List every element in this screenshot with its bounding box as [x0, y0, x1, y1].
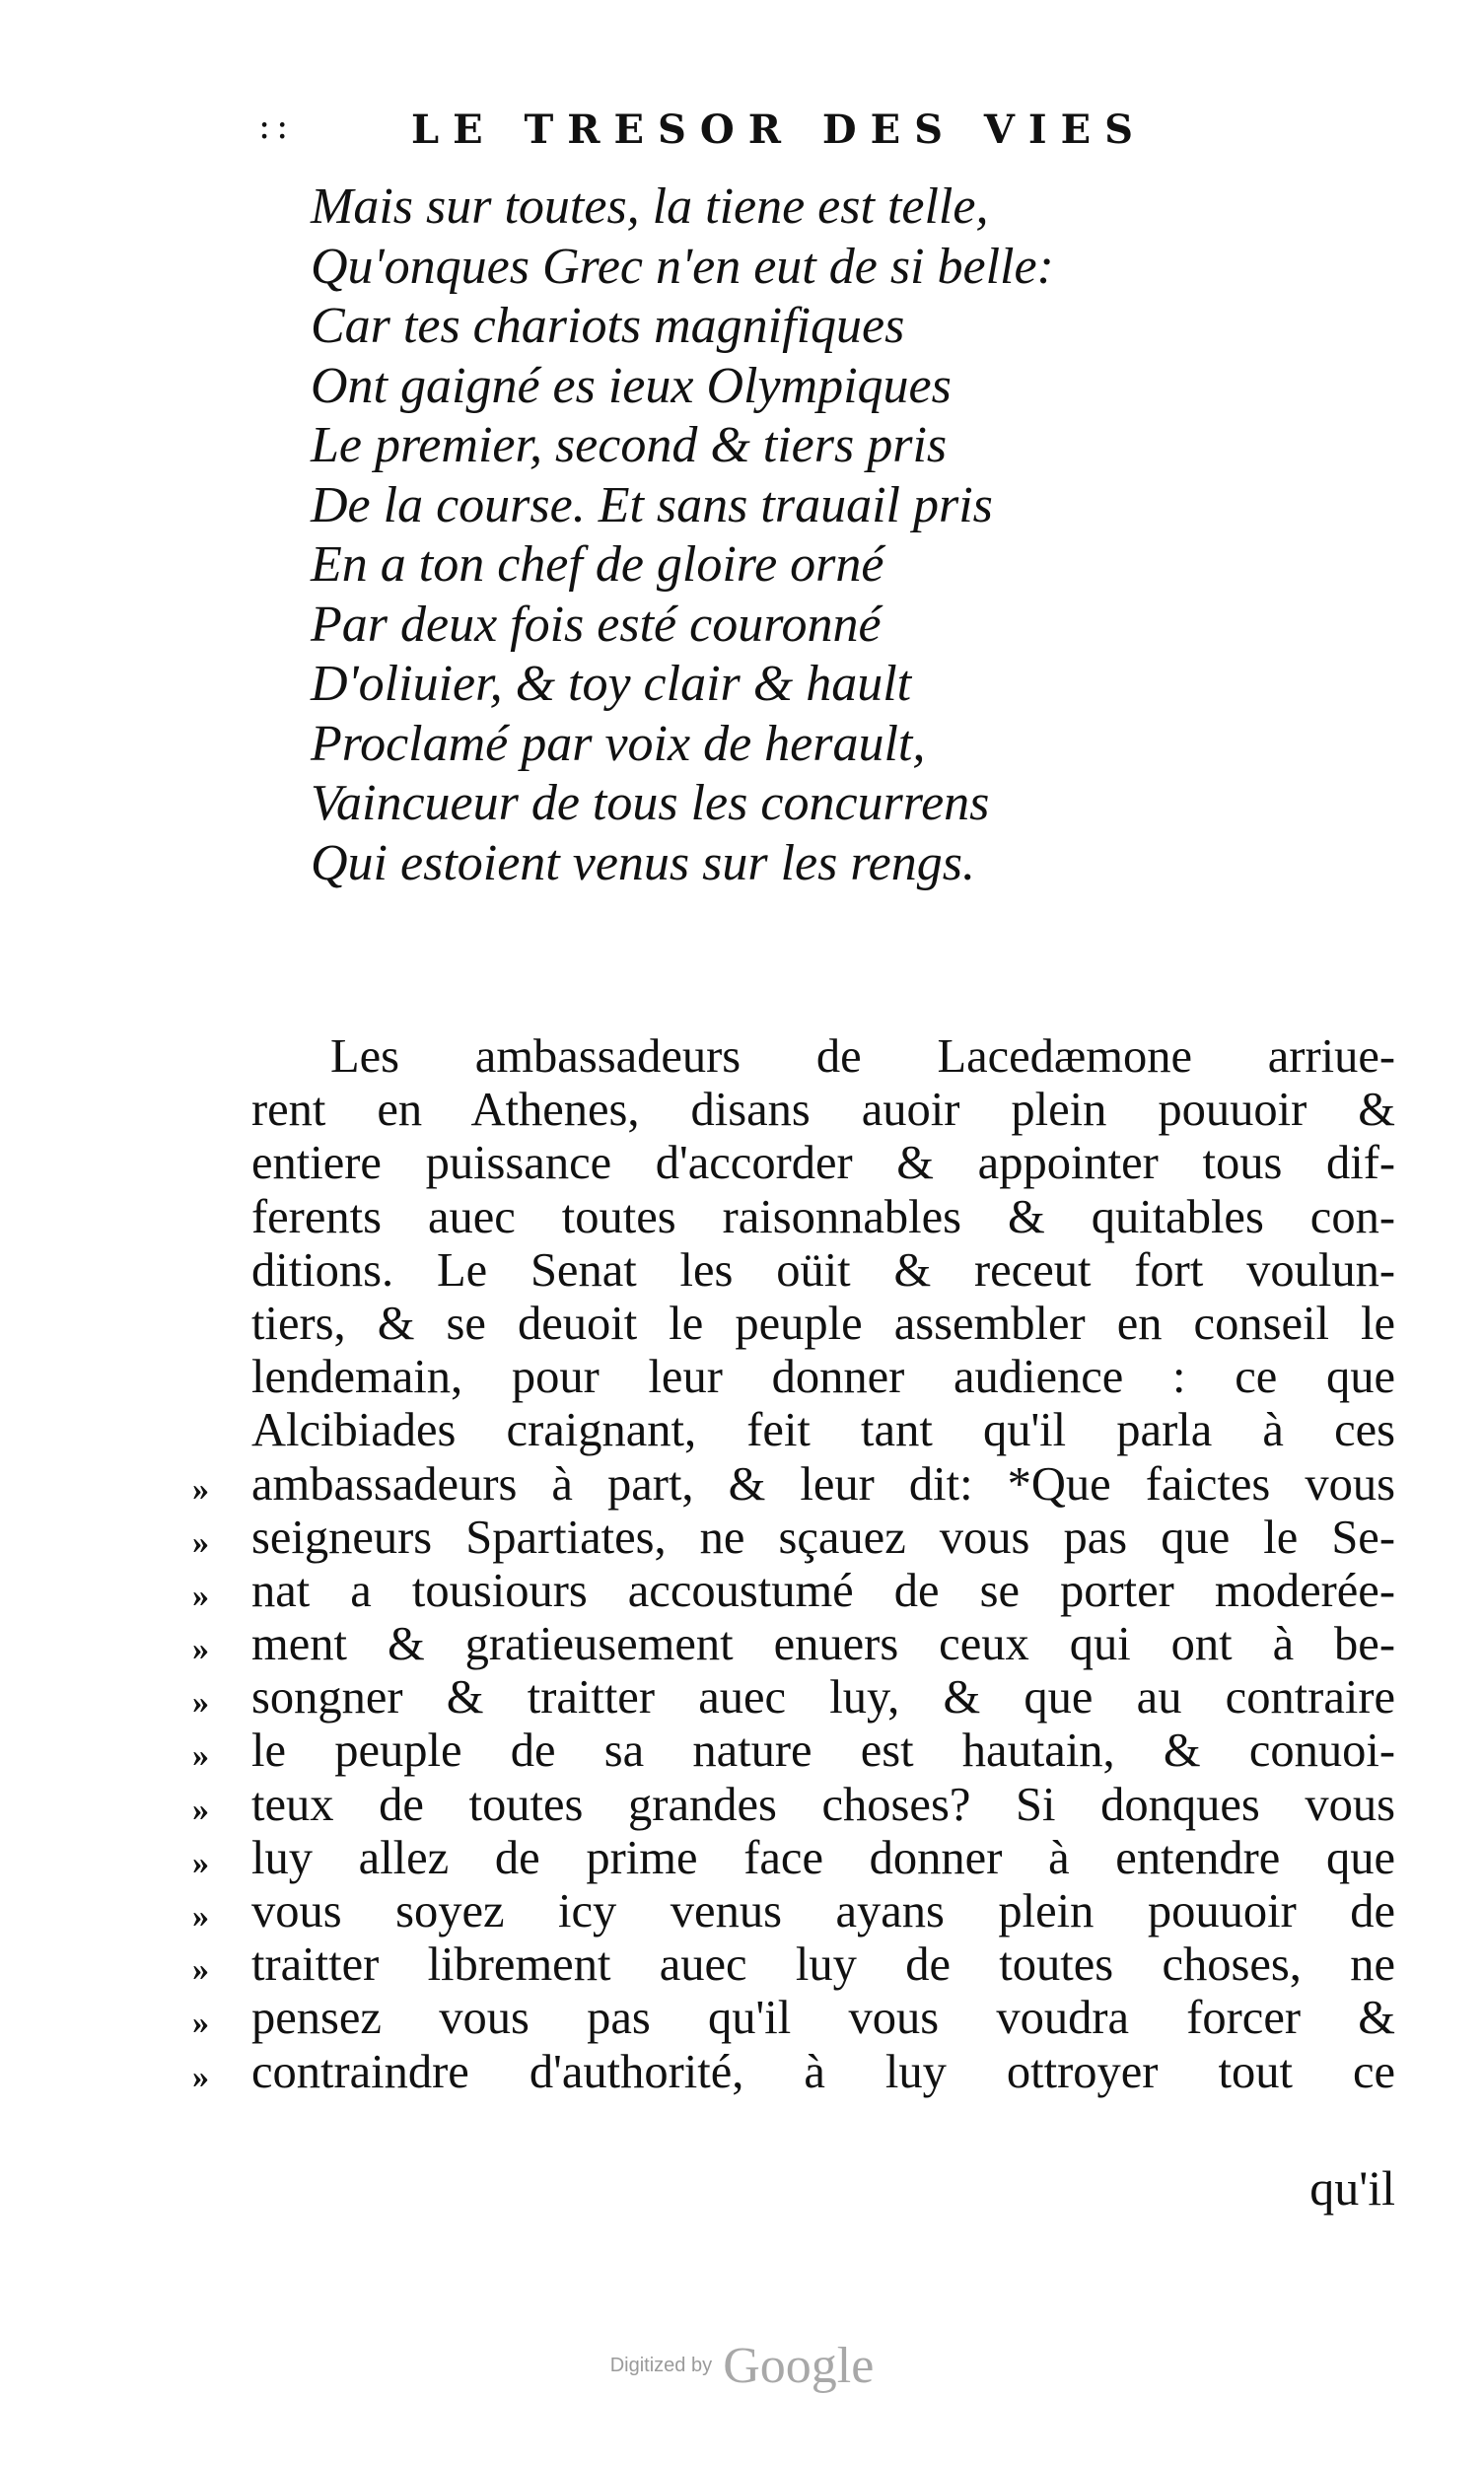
prose-line [192, 1511, 1395, 1565]
prose-line-text: ment & gratieusement enuers ceux qui ont à be- [251, 1618, 1395, 1671]
prose-line-text: ambassadeurs à part, & leur dit: *Que faictes vous [251, 1457, 1395, 1511]
quote-mark: » [192, 1631, 211, 1668]
prose-line [192, 1564, 1395, 1618]
prose-line-text: entiere puissance d'accorder & appointer tous dif- [251, 1137, 1395, 1190]
google-wordmark: Google [723, 2338, 875, 2394]
quote-mark: » [192, 1951, 211, 1989]
prose-line [251, 1298, 1395, 1351]
prose-line [251, 1191, 1395, 1244]
prose-line [192, 1725, 1395, 1778]
catchword: qu'il [1309, 2160, 1395, 2216]
prose-line-text: tiers, & se deuoit le peuple assembler en conseil le [251, 1297, 1395, 1350]
quote-mark: » [192, 1684, 211, 1722]
prose-line-text: Alcibiades craignant, feit tant qu'il parla à ces [251, 1404, 1395, 1457]
prose-line-text: teux de toutes grandes choses? Si donques vous [251, 1778, 1395, 1831]
prose-line [192, 1938, 1395, 1992]
verse-line: Qui estoient venus sur les rengs. [311, 834, 975, 891]
quote-mark: » [192, 1737, 211, 1775]
verse-line: Vaincueur de tous les concurrens [311, 775, 990, 831]
prose-line [192, 1618, 1395, 1671]
prose-line-text: ditions. Le Senat les oüit & receut fort voulun- [251, 1243, 1395, 1297]
prose-block [192, 1030, 1395, 2099]
prose-line [251, 1351, 1395, 1404]
prose-line-text: vous soyez icy venus ayans plein pouuoir de [251, 1885, 1395, 1937]
quote-mark: » [192, 1791, 211, 1828]
prose-line [192, 1831, 1395, 1885]
prose-line-text: contraindre d'authorité, à luy ottroyer tout ce [251, 2045, 1395, 2098]
prose-line-text: Les ambassadeurs de Lacedæmone arriue- [330, 1030, 1395, 1083]
prose-line [192, 1992, 1395, 2045]
prose-line [251, 1137, 1395, 1190]
verse-line: Le premier, second & tiers pris [311, 417, 948, 473]
quote-mark: » [192, 1523, 211, 1561]
quote-mark: » [192, 1577, 211, 1614]
digitized-by-label: Digitized by [609, 2355, 713, 2376]
prose-line [192, 1671, 1395, 1725]
running-head-title: LE TRESOR DES VIES [410, 106, 1148, 153]
digitization-footer [0, 2337, 1484, 2395]
prose-line-text: rent en Athenes, disans auoir plein pouuoir & [251, 1084, 1395, 1137]
prose-line [251, 1084, 1395, 1137]
prose-line-text: seigneurs Spartiates, ne sçauez vous pas que le Se- [251, 1511, 1395, 1564]
prose-line-text: lendemain, pour leur donner audience : ce que [251, 1351, 1395, 1404]
prose-line [192, 2045, 1395, 2099]
prose-line [192, 1778, 1395, 1832]
prose-line [251, 1404, 1395, 1457]
quote-mark: » [192, 1898, 211, 1935]
quote-mark: » [192, 1844, 211, 1881]
verse-line: De la course. Et sans trauail pris [311, 476, 993, 533]
verse-line: D'oliuier, & toy clair & hault [311, 656, 912, 712]
prose-line-text: nat a tousiours accoustumé de se porter moderée- [251, 1564, 1395, 1617]
prose-line-text: luy allez de prime face donner à entendre que [251, 1831, 1395, 1884]
prose-line [192, 1457, 1395, 1512]
verse-line: Par deux fois esté couronné [311, 596, 882, 653]
verse-line: Qu'onques Grec n'en eut de si belle: [311, 238, 1054, 295]
quote-mark: » [192, 2058, 211, 2095]
prose-line-text: ferents auec toutes raisonnables & quitables con- [251, 1190, 1395, 1243]
verse-line: Car tes chariots magnifiques [311, 298, 905, 354]
prose-line [251, 1030, 1395, 1084]
verse-line: En a ton chef de gloire orné [311, 536, 884, 593]
quote-mark: » [192, 2005, 211, 2042]
quote-mark: » [192, 1470, 211, 1508]
prose-line [192, 1885, 1395, 1938]
prose-line-text: pensez vous pas qu'il vous voudra forcer & [251, 1992, 1395, 2045]
verse-line: Mais sur toutes, la tiene est telle, [311, 178, 989, 235]
prose-line-text: traitter librement auec luy de toutes choses, ne [251, 1938, 1395, 1992]
prose-line-text: songner & traitter auec luy, & que au contraire [251, 1671, 1395, 1725]
prose-line-text: le peuple de sa nature est hautain, & conuoi- [251, 1725, 1395, 1778]
prose-line [251, 1244, 1395, 1298]
verse-line: Proclamé par voix de herault, [311, 715, 926, 772]
verse-block [311, 177, 1247, 893]
running-head-mark: :: [258, 106, 295, 147]
verse-line: Ont gaigné es ieux Olympiques [311, 357, 952, 414]
